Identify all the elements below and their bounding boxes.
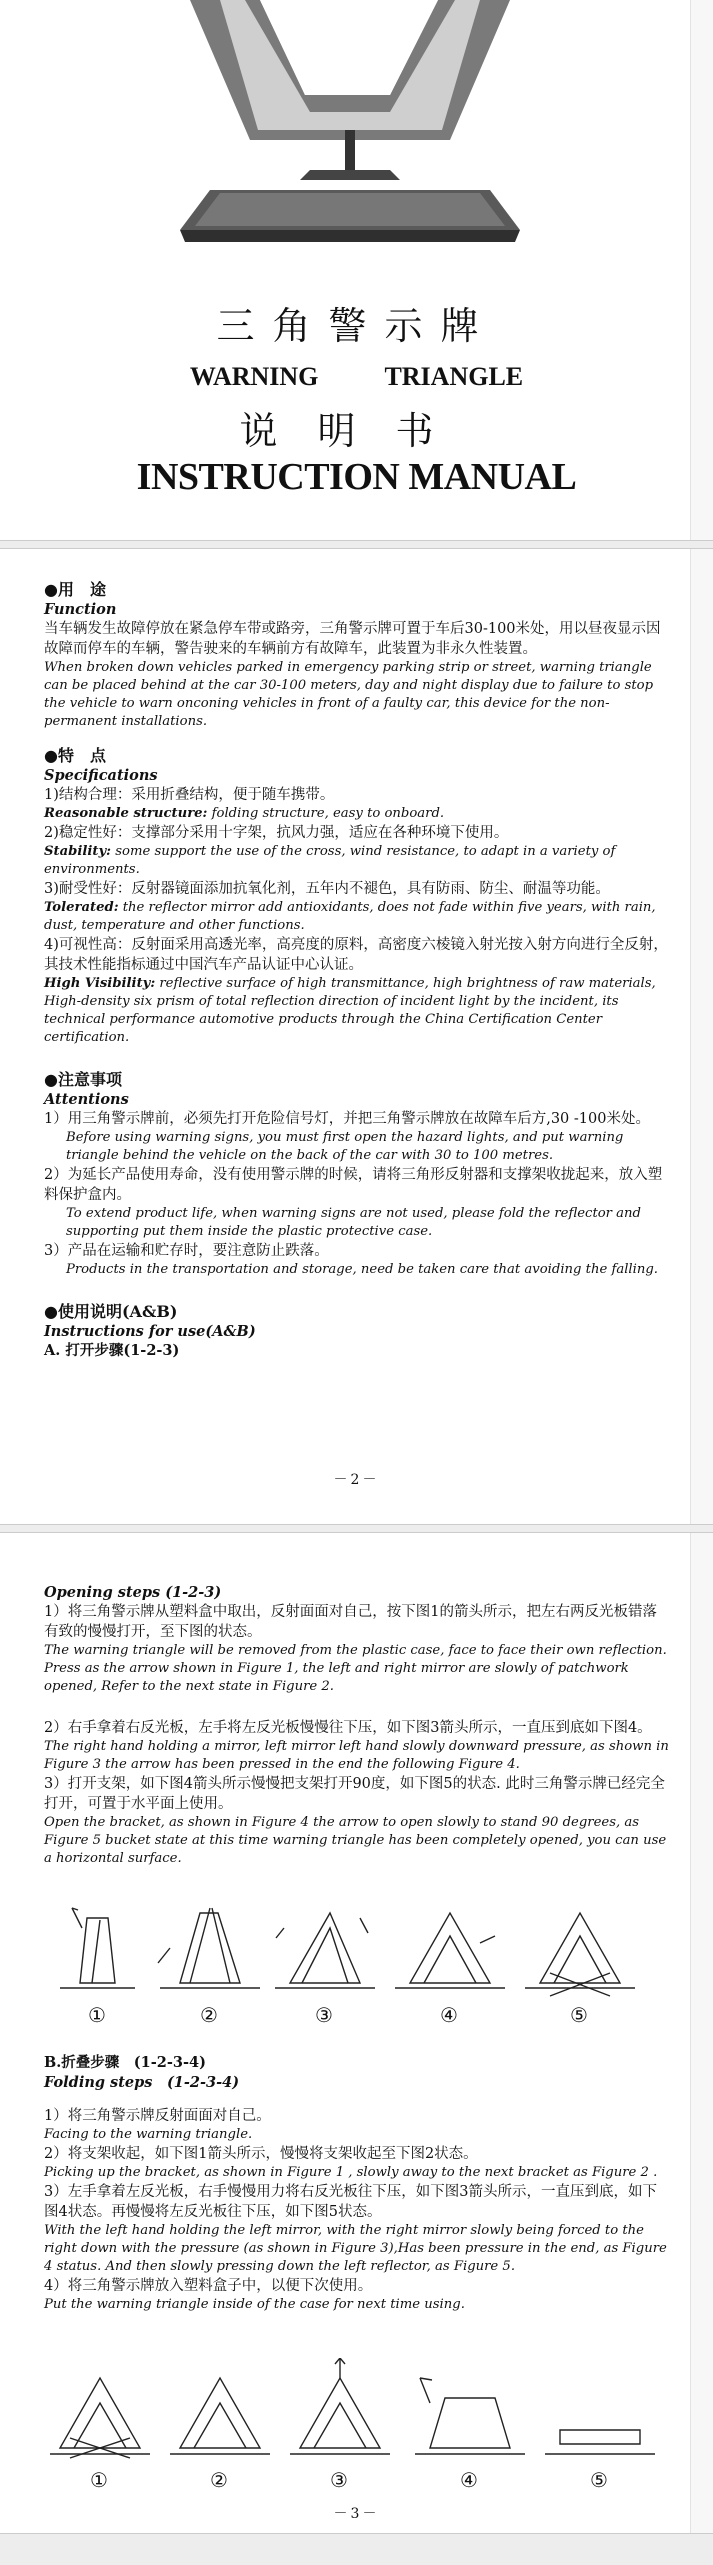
attention-item-en: Before using warning signs, you must first open the hazard lights, and put warning triangle behind the vehicle on the back of the car with 30 to 100 metres.: [66, 1130, 624, 1163]
page-edge-strip: [690, 1533, 713, 2533]
opening-step-en: Open the bracket, as shown in Figure 4 the arrow to open slowly to stand 90 degrees, as Figure 5 bucket state at this time warning triangle has been completely opened, you can use a horizontal surface.: [44, 1815, 667, 1866]
figure-label: ③: [315, 2003, 333, 2027]
folding-step-cn: 3）左手拿着左反光板，右手慢慢用力将右反光板往下压，如下图3箭头所示，一直压到底，如下图4状态。再慢慢将左反光板往下压，如下图5状态。: [44, 2184, 657, 2220]
attentions-heading-en: Attentions: [44, 1091, 129, 1108]
specs-heading-en: Specifications: [44, 767, 158, 784]
folding-step-en: Put the warning triangle inside of the case for next time using.: [44, 2297, 465, 2312]
folding-figure-strip: [40, 2358, 670, 2478]
spec-item-cn: 3)耐受性好：反射器镜面添加抗氧化剂，五年内不褪色，具有防雨、防尘、耐温等功能。: [44, 881, 610, 897]
spec-item-en: Stability: some support the use of the cross, wind resistance, to adapt in a variety of environments.: [44, 844, 616, 877]
spec-item-cn: 1)结构合理：采用折叠结构，便于随车携带。: [44, 787, 335, 803]
attention-item-cn: 2）为延长产品使用寿命，没有使用警示牌的时候，请将三角形反射器和支撑架收拢起来，放入塑料保护盒内。: [44, 1167, 663, 1203]
page-edge-strip: [690, 549, 713, 1524]
folding-heading-cn: B.折叠步骤 (1-2-3-4): [44, 2054, 206, 2071]
function-heading-cn: ●用 途: [44, 580, 106, 599]
page-3-folding: [44, 2053, 669, 2314]
folding-step-cn: 4）将三角警示牌放入塑料盒子中，以便下次使用。: [44, 2278, 373, 2294]
cover-subtitle-cn: 说明书: [239, 409, 474, 453]
figure-label: ③: [330, 2468, 348, 2492]
folding-heading-en: Folding steps (1-2-3-4): [44, 2074, 240, 2091]
opening-heading-en: Opening steps (1-2-3): [44, 1584, 222, 1601]
attention-item-cn: 1）用三角警示牌前，必须先打开危险信号灯，并把三角警示牌放在故障车后方,30 -100米处。: [44, 1111, 650, 1127]
usage-heading-cn: ●使用说明(A&B): [44, 1302, 178, 1321]
folding-step-en: Facing to the warning triangle.: [44, 2127, 253, 2142]
figure-label: ②: [210, 2468, 228, 2492]
folding-step-en: With the left hand holding the left mirror, with the right mirror slowly being forced to the right down with the pressure (as shown in Figure 3),Has been pressure in the end, as Figure 4 status. And then slowly pressing down the left reflector, as Figure 5.: [44, 2223, 667, 2274]
figure-label: ④: [440, 2003, 458, 2027]
manual-page-3: [0, 1532, 713, 2534]
spec-item-cn: 4)可视性高：反射面采用高透光率，高亮度的原料，高密度六棱镜入射光按入射方向进行全反射，其技术性能指标通过中国汽车产品认证中心认证。: [44, 937, 668, 973]
warning-triangle-product-image: [150, 0, 550, 245]
page-number: －2－: [333, 1472, 380, 1488]
cover-page: [0, 0, 713, 541]
function-text-en: When broken down vehicles parked in emergency parking strip or street, warning triangle can be placed behind at the car 30-100 meters, day and night display due to failure to stop the vehicle to warn onconing vehicles in front of a faulty car, this device for the non-permanent installations.: [44, 660, 654, 729]
attention-item-cn: 3）产品在运输和贮存时，要注意防止跌落。: [44, 1243, 329, 1259]
figure-label: ④: [460, 2468, 478, 2492]
cover-subtitle-en: INSTRUCTION MANUAL: [136, 456, 577, 498]
usage-step-a: A. 打开步骤(1-2-3): [44, 1342, 180, 1359]
spec-item-en: Tolerated: the reflector mirror add antioxidants, does not fade within five years, with rain, dust, temperature and other functions.: [44, 900, 656, 933]
figure-label: ①: [90, 2468, 108, 2492]
manual-page-2: [0, 548, 713, 1525]
folding-step-en: Picking up the bracket, as shown in Figure 1 , slowly away to the next bracket as Figure 2 .: [44, 2165, 658, 2180]
figure-label: ②: [200, 2003, 218, 2027]
attention-item-en: Products in the transportation and storage, need be taken care that avoiding the falling.: [66, 1262, 658, 1277]
opening-step-cn: 2）右手拿着右反光板，左手将左反光板慢慢往下压，如下图3箭头所示，一直压到底如下图4。: [44, 1720, 652, 1736]
page-2-content: [44, 579, 669, 1361]
attentions-heading-cn: ●注意事项: [44, 1070, 122, 1089]
attention-item-en: To extend product life, when warning signs are not used, please fold the reflector and supporting put them inside the plastic protective case.: [66, 1206, 641, 1239]
page-3-opening: [44, 1583, 669, 1868]
spec-item-en: High Visibility: reflective surface of high transmittance, high brightness of raw materials, High-density six prism of total reflection direction of incident light by the incident, its technical performance automotive products through the China Certification Center certification.: [44, 976, 656, 1045]
specs-heading-cn: ●特 点: [44, 746, 106, 765]
opening-step-cn: 1）将三角警示牌从塑料盒中取出，反射面面对自己，按下图1的箭头所示，把左右两反光板错落有致的慢慢打开，至下图的状态。: [44, 1604, 657, 1640]
folding-step-cn: 1）将三角警示牌反射面面对自己。: [44, 2108, 271, 2124]
opening-step-en: The right hand holding a mirror, left mirror left hand slowly downward pressure, as shown in Figure 3 the arrow has been pressed in the end the following Figure 4.: [44, 1739, 669, 1772]
figure-label: ⑤: [570, 2003, 588, 2027]
page-number: －3－: [333, 2506, 380, 2522]
spec-item-cn: 2)稳定性好：支撑部分采用十字架，抗风力强，适应在各种环境下使用。: [44, 825, 509, 841]
cover-title-cn: 三角警示牌: [216, 304, 497, 348]
function-heading-en: Function: [44, 601, 117, 618]
usage-heading-en: Instructions for use(A&B): [44, 1323, 256, 1340]
figure-label: ⑤: [590, 2468, 608, 2492]
figure-label: ①: [88, 2003, 106, 2027]
cover-title-en: WARNING TRIANGLE: [189, 362, 524, 391]
opening-step-en: The warning triangle will be removed from the plastic case, face to face their own reflection. Press as the arrow shown in Figure 1, the left and right mirror are slowly of patchwork opened, Refer to the next state in Figure 2.: [44, 1643, 667, 1694]
function-text-cn: 当车辆发生故障停放在紧急停车带或路旁，三角警示牌可置于车后30-100米处，用以昼夜显示因故障而停车的车辆，警告驶来的车辆前方有故障车，此装置为非永久性装置。: [44, 621, 661, 657]
opening-step-cn: 3）打开支架，如下图4箭头所示慢慢把支架打开90度，如下图5的状态. 此时三角警示牌已经完全打开，可置于水平面上使用。: [44, 1776, 665, 1812]
folding-step-cn: 2）将支架收起，如下图1箭头所示，慢慢将支架收起至下图2状态。: [44, 2146, 478, 2162]
spec-item-en: Reasonable structure: folding structure, easy to onboard.: [44, 806, 445, 821]
folding-figures: [40, 2358, 670, 2478]
